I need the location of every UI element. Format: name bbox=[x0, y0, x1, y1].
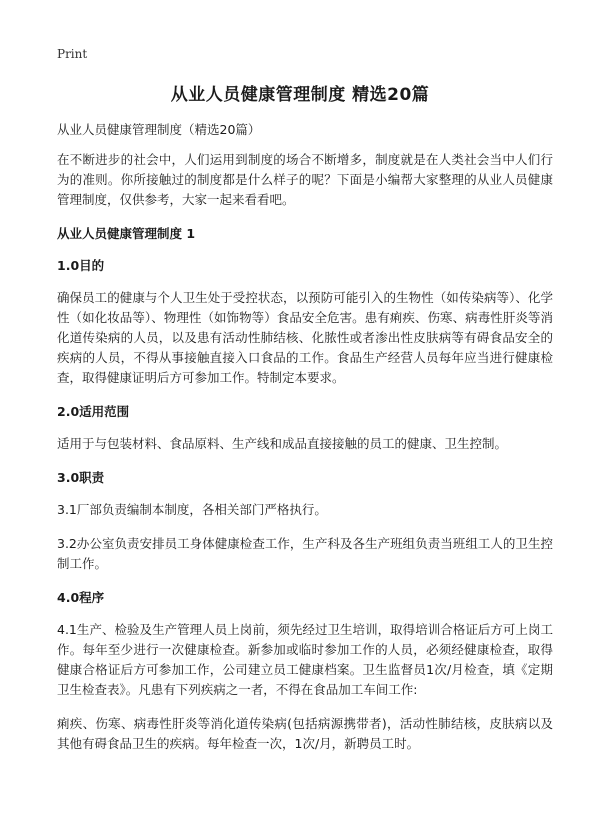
section-text-scope: 适用于与包装材料、食品原料、生产线和成品直接接触的员工的健康、卫生控制。 bbox=[57, 436, 508, 451]
page-title: 从业人员健康管理制度 精选20篇 bbox=[170, 85, 430, 105]
document-body bbox=[57, 120, 553, 768]
article-heading: 从业人员健康管理制度 1 bbox=[57, 226, 196, 241]
print-label: Print bbox=[57, 47, 88, 61]
section-heading-purpose: 1.0目的 bbox=[57, 258, 105, 273]
section-text-procedure-2: 痢疾、伤寒、病毒性肝炎等消化道传染病(包括病源携带者)，活动性肺结核，皮肤病以及其他有碍食品卫生的疾病。每年检查一次，1次/月，新聘员工时。 bbox=[57, 716, 553, 751]
intro-paragraph: 在不断进步的社会中，人们运用到制度的场合不断增多，制度就是在人类社会当中人们行为的准则。你所接触过的制度都是什么样子的呢？下面是小编帮大家整理的从业人员健康管理制度，仅供参考，大家一起来看看吧。 bbox=[57, 152, 553, 207]
section-heading-procedure: 4.0程序 bbox=[57, 590, 105, 605]
section-heading-scope: 2.0适用范围 bbox=[57, 404, 130, 419]
section-text-duty-2: 3.2办公室负责安排员工身体健康检查工作，生产科及各生产班组负责当班组工人的卫生控制工作。 bbox=[57, 536, 553, 571]
section-text-purpose: 确保员工的健康与个人卫生处于受控状态，以预防可能引入的生物性（如传染病等）、化学性（如化妆品等）、物理性（如饰物等）食品安全危害。患有痢疾、伤寒、病毒性肝炎等消化道传染病的人员，以及患有活动性肺结核、化脓性或者渗出性皮肤病等有碍食品安全的疾病的人员，不得从事接触直接入口食品的工作。食品生产经营人员每年应当进行健康检查，取得健康证明后方可参加工作。特制定本要求。 bbox=[57, 290, 553, 385]
section-text-duty-1: 3.1厂部负责编制本制度，各相关部门严格执行。 bbox=[57, 502, 327, 517]
document-subtitle: 从业人员健康管理制度（精选20篇） bbox=[57, 122, 261, 137]
section-heading-duty: 3.0职责 bbox=[57, 470, 105, 485]
section-text-procedure-1: 4.1生产、检验及生产管理人员上岗前，须先经过卫生培训，取得培训合格证后方可上岗工作。每年至少进行一次健康检查。新参加或临时参加工作的人员，必须经健康检查，取得健康合格证后方可参加工作，公司建立员工健康档案。卫生监督员1次/月检查，填《定期卫生检查表》。凡患有下列疾病之一者，不得在食品加工车间工作: bbox=[57, 622, 553, 697]
